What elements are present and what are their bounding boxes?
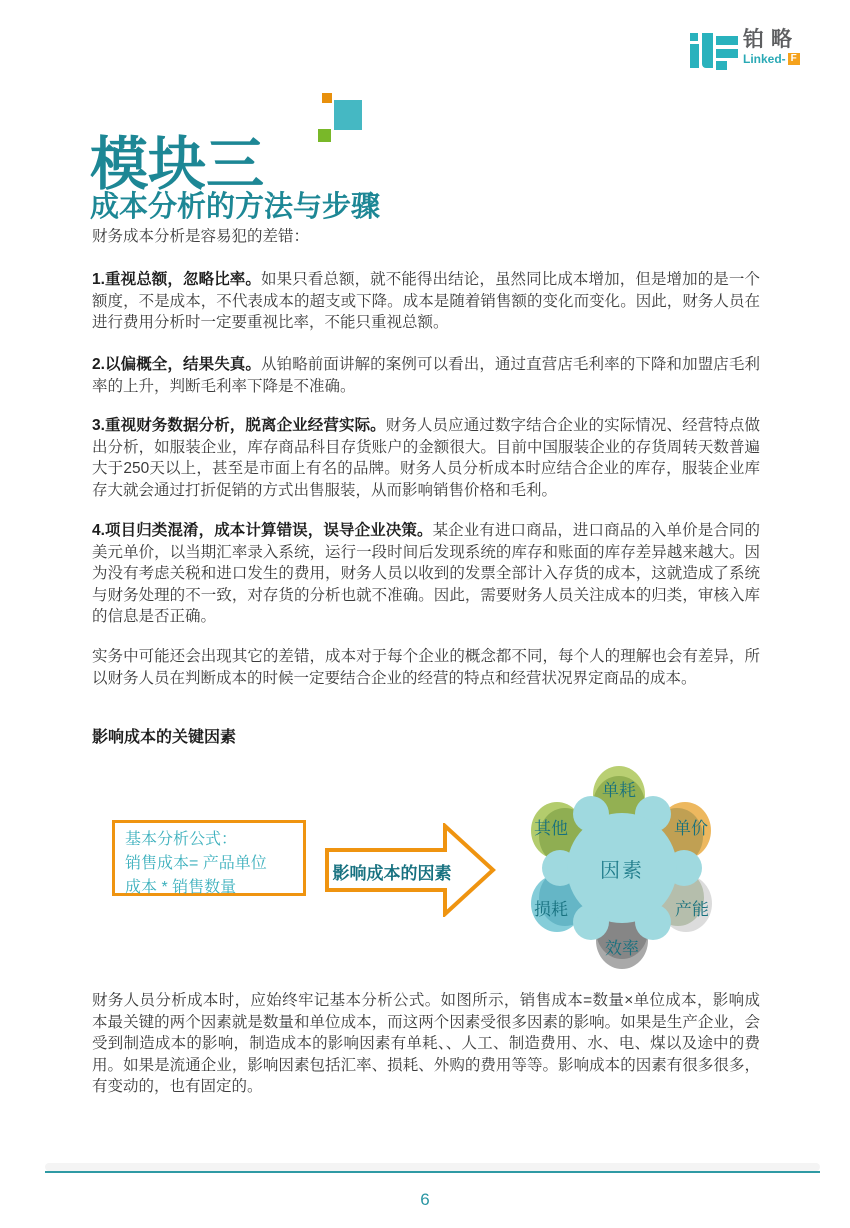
mistake-item-1 bbox=[92, 269, 760, 334]
brand-name-chinese: 铂略 bbox=[743, 28, 799, 51]
cost-factors-diagram bbox=[92, 752, 760, 978]
intro-paragraph: 财务成本分析是容易犯的差错： bbox=[92, 228, 310, 245]
brand-name-english: Linked- F bbox=[743, 52, 800, 66]
arrow-label: 影响成本的因素 bbox=[332, 864, 452, 883]
deco-square-orange-icon bbox=[322, 93, 332, 103]
factor-label-danhao: 单耗 bbox=[602, 781, 636, 800]
mistake-item-4 bbox=[92, 520, 760, 628]
footer-divider-shadow bbox=[45, 1163, 820, 1171]
factor-label-xiaolv: 效率 bbox=[605, 939, 639, 958]
section-heading: 影响成本的关键因素 bbox=[92, 729, 237, 746]
mistake-4-body: 某企业有进口商品，进口商品的入单价是合同的美元单价，以当期汇率录入系统，运行一段时间后发现系统的库存和账面的库存差异越来越大。因为没有考虑关税和进口发生的费用，财务人员以收到的发票全部计入存货的成本，这就造成了系统与财务处理的不一致，对存货的分析也就不准确。因此，需要财务人员关注成本的归类，审核入库的信息是否正确。 bbox=[92, 522, 760, 625]
mistake-2-lead: 2.以偏概全，结果失真。 bbox=[92, 356, 261, 373]
closing-paragraph: 财务人员分析成本时，应始终牢记基本分析公式。如图所示，销售成本=数量×单位成本，影响成本最关键的两个因素就是数量和单位成本，而这两个因素受很多因素的影响。如果是生产企业，会受到制造成本的影响，制造成本的影响因素有单耗、、人工、制造费用、水、电、煤以及途中的费用。如果是流通企业，影响因素包括汇率、损耗、外购的费用等等。影响成本的因素有很多很多，有变动的，也有固定的。 bbox=[92, 992, 760, 1095]
mistake-2-body: 从铂略前面讲解的案例可以看出，通过直营店毛利率的下降和加盟店毛利率的上升，判断毛利率下降是不准确。 bbox=[92, 356, 760, 395]
brand-logo-text bbox=[743, 28, 800, 66]
footer-divider bbox=[45, 1171, 820, 1173]
mistake-item-2 bbox=[92, 354, 760, 397]
formula-box bbox=[112, 820, 306, 896]
mistake-1-lead: 1.重视总额，忽略比率。 bbox=[92, 271, 261, 288]
brand-logo-icon bbox=[688, 28, 740, 72]
factor-label-channeng: 产能 bbox=[675, 900, 709, 919]
factor-label-sunhao: 损耗 bbox=[534, 900, 568, 919]
mistake-3-lead: 3.重视财务数据分析，脱离企业经营实际。 bbox=[92, 417, 386, 434]
brand-logo bbox=[688, 28, 800, 72]
factor-center-circle: 因素 bbox=[567, 813, 677, 923]
module-title: 模块三 bbox=[90, 129, 265, 198]
mistake-item-3 bbox=[92, 415, 760, 501]
summary-paragraph: 实务中可能还会出现其它的差错，成本对于每个企业的概念都不同，每个人的理解也会有差异，所以财务人员在判断成本的时候一定要结合企业的经营的特点和经营状况界定商品的成本。 bbox=[92, 648, 760, 687]
page-subtitle: 成本分析的方法与步骤 bbox=[90, 189, 381, 224]
factor-label-qita: 其他 bbox=[534, 819, 568, 838]
page-number: 6 bbox=[420, 1190, 430, 1209]
mistake-1-body: 如果只看总额，就不能得出结论，虽然同比成本增加，但是增加的是一个额度，不是成本，不代表成本的超支或下降。成本是随着销售额的变化而变化。因此，财务人员在进行费用分析时一定要重视比率，不能只重视总额。 bbox=[92, 271, 760, 331]
factor-label-danjia: 单价 bbox=[674, 819, 708, 838]
formula-line-1: 基本分析公式： bbox=[125, 831, 238, 848]
deco-square-green-icon bbox=[318, 129, 331, 142]
brand-f-badge: F bbox=[788, 53, 800, 65]
mistake-3-body: 财务人员应通过数字结合企业的实际情况、经营特点做出分析，如服装企业，库存商品科目存货账户的金额很大。目前中国服装企业的存货周转天数普遍大于250天以上，甚至是市面上有名的品牌。财务人员分析成本时应结合企业的库存，服装企业库存大就会通过打折促销的方式出售服装，从而影响销售价格和毛利。 bbox=[92, 417, 760, 499]
formula-line-3: 成本 * 销售数量 bbox=[125, 879, 237, 896]
formula-line-2: 销售成本= 产品单位 bbox=[125, 855, 267, 872]
deco-square-teal-icon bbox=[334, 100, 362, 130]
mistake-4-lead: 4.项目归类混淆，成本计算错误，误导企业决策。 bbox=[92, 522, 433, 539]
